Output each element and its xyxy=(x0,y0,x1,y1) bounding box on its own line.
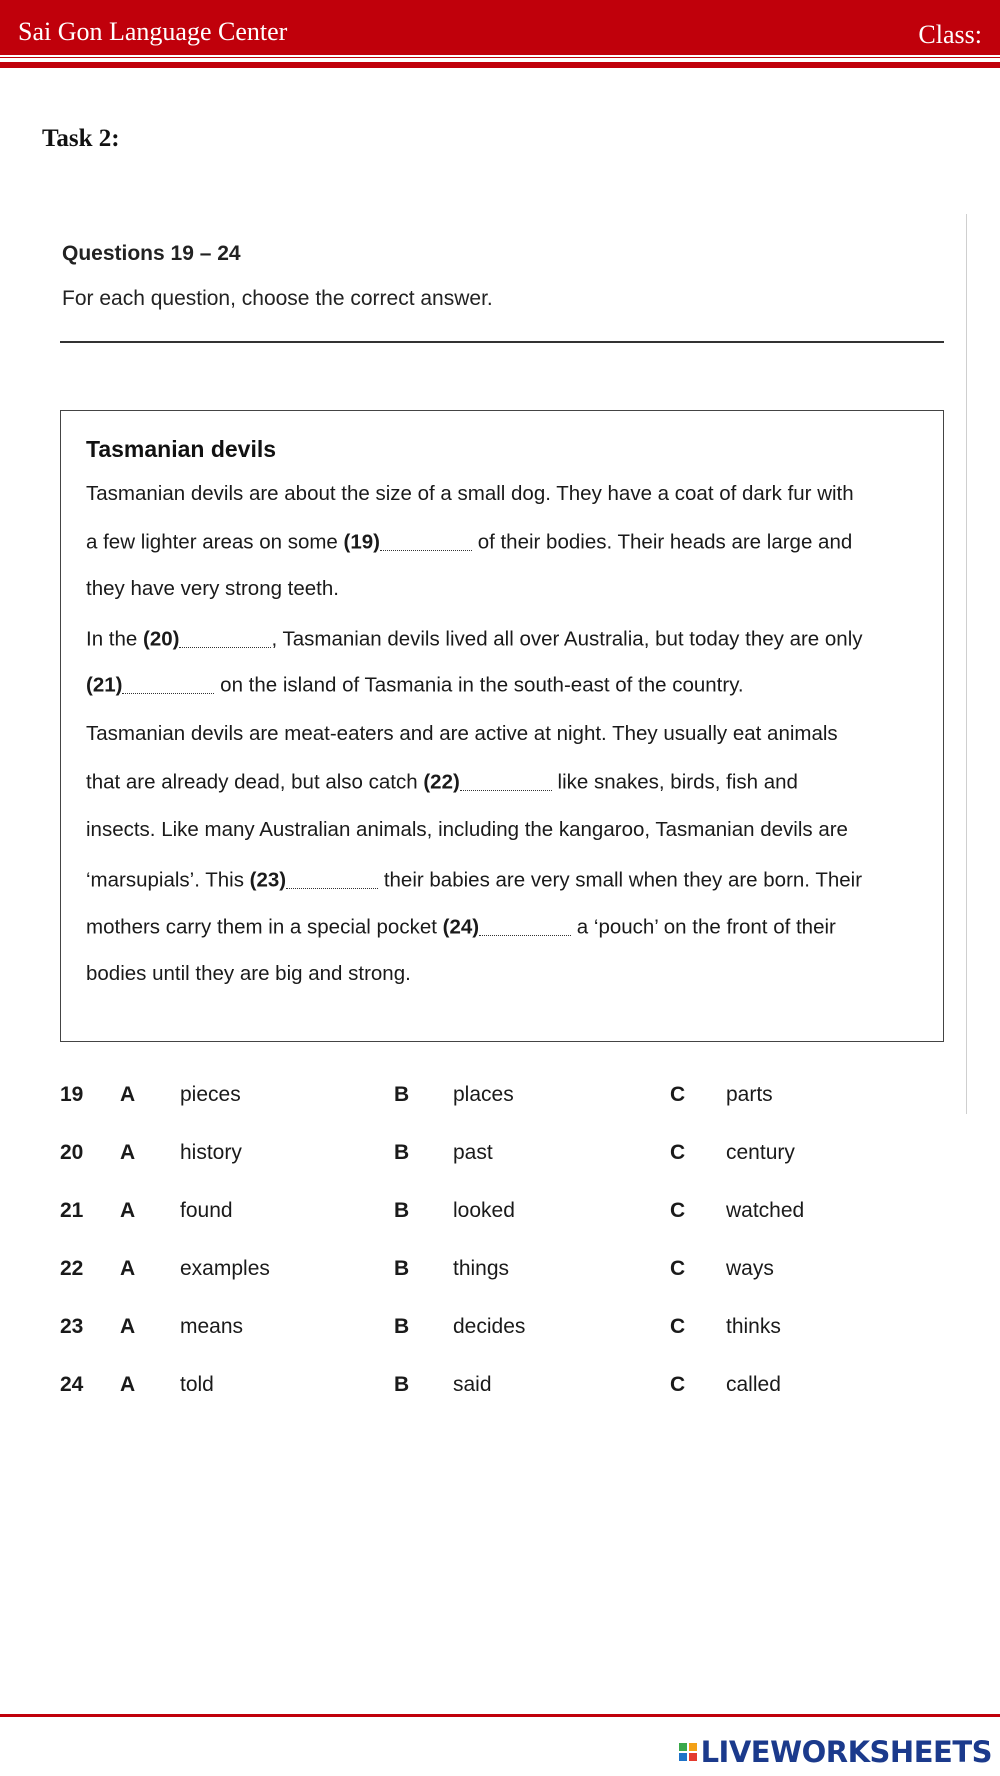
passage-line xyxy=(86,722,838,746)
passage-text-segment: Tasmanian devils are about the size of a small dog. They have a coat of dark fur with xyxy=(86,482,854,505)
option-letter-a: A xyxy=(120,1257,136,1280)
answer-row xyxy=(60,1141,940,1171)
option-b[interactable]: things xyxy=(453,1257,510,1280)
gap-number: (19) xyxy=(343,530,380,554)
passage-text-segment: mothers carry them in a special pocket xyxy=(86,915,443,939)
option-letter-a: A xyxy=(120,1141,136,1164)
option-a[interactable]: means xyxy=(180,1315,244,1338)
passage-text-segment: like snakes, birds, fish and xyxy=(551,770,798,794)
option-letter-a: A xyxy=(120,1083,136,1106)
option-b[interactable]: looked xyxy=(453,1199,515,1222)
section-divider xyxy=(60,341,944,343)
passage-text-segment: Tasmanian devils are meat-eaters and are active at night. They usually eat animals xyxy=(86,722,838,745)
answer-row xyxy=(60,1373,940,1403)
passage-line xyxy=(86,482,854,506)
question-number: 19 xyxy=(60,1083,84,1106)
option-a[interactable]: told xyxy=(180,1373,214,1396)
answer-row xyxy=(60,1257,940,1287)
center-name: Sai Gon Language Center xyxy=(18,17,288,46)
question-number: 24 xyxy=(60,1373,84,1396)
option-letter-b: B xyxy=(394,1373,410,1396)
passage-text-segment: of their bodies. Their heads are large and xyxy=(472,530,853,554)
option-b[interactable]: places xyxy=(453,1083,514,1106)
option-letter-c: C xyxy=(670,1083,686,1106)
passage-title: Tasmanian devils xyxy=(86,436,277,462)
option-a[interactable]: found xyxy=(180,1199,233,1222)
liveworksheets-logo-text: LIVEWORKSHEETS xyxy=(700,1735,992,1769)
answer-row xyxy=(60,1199,940,1229)
option-a[interactable]: examples xyxy=(180,1257,270,1280)
passage-line xyxy=(86,673,744,698)
option-b[interactable]: past xyxy=(453,1141,493,1164)
option-a[interactable]: history xyxy=(180,1141,242,1164)
option-c[interactable]: parts xyxy=(726,1083,773,1106)
option-c[interactable]: called xyxy=(726,1373,781,1396)
gap-number: (21) xyxy=(86,673,123,697)
gap-number: (22) xyxy=(423,770,460,794)
option-letter-c: C xyxy=(670,1257,686,1280)
passage-line xyxy=(86,770,798,795)
passage-text-segment: their babies are very small when they are born. Their xyxy=(378,868,863,892)
questions-heading: Questions 19 – 24 xyxy=(62,242,241,265)
scan-page-edge xyxy=(966,214,967,1114)
option-letter-a: A xyxy=(120,1373,136,1396)
passage-text-segment: bodies until they are big and strong. xyxy=(86,962,411,985)
passage-line xyxy=(86,868,862,893)
passage-line xyxy=(86,577,339,601)
option-letter-b: B xyxy=(394,1199,410,1222)
class-label: Class: xyxy=(918,20,982,49)
option-letter-b: B xyxy=(394,1315,410,1338)
passage-text-segment: a ‘pouch’ on the front of their xyxy=(571,915,836,939)
question-number: 20 xyxy=(60,1141,84,1164)
header-bar xyxy=(0,0,1000,58)
option-a[interactable]: pieces xyxy=(180,1083,241,1106)
gap-number: (20) xyxy=(143,627,180,651)
gap-number: (24) xyxy=(442,915,480,939)
passage-text-segment: that are already dead, but also catch xyxy=(86,770,424,794)
questions-instruction: For each question, choose the correct answer. xyxy=(62,287,493,310)
passage-text-segment: , Tasmanian devils lived all over Australia, but today they are only xyxy=(271,627,863,651)
gap-blank[interactable] xyxy=(286,868,378,889)
option-letter-b: B xyxy=(394,1141,410,1164)
option-c[interactable]: watched xyxy=(726,1199,805,1222)
task-title: Task 2: xyxy=(42,125,120,152)
header-underline xyxy=(0,62,1000,68)
passage-line xyxy=(86,962,411,986)
header-divider xyxy=(0,55,1000,57)
gap-blank[interactable] xyxy=(179,627,271,648)
option-letter-c: C xyxy=(670,1373,686,1396)
option-letter-a: A xyxy=(120,1199,136,1222)
passage-line xyxy=(86,915,836,940)
gap-blank[interactable] xyxy=(380,530,472,551)
question-number: 22 xyxy=(60,1257,84,1280)
option-letter-a: A xyxy=(120,1315,136,1338)
question-number: 21 xyxy=(60,1199,84,1222)
option-letter-b: B xyxy=(394,1083,410,1106)
passage-line xyxy=(86,530,852,555)
gap-blank[interactable] xyxy=(479,915,571,936)
option-c[interactable]: thinks xyxy=(726,1315,781,1338)
passage-text-segment: insects. Like many Australian animals, including the kangaroo, Tasmanian devils are xyxy=(86,818,848,841)
passage-line xyxy=(86,627,863,652)
passage-text-segment: they have very strong teeth. xyxy=(86,577,339,600)
option-b[interactable]: decides xyxy=(453,1315,526,1338)
passage-text-segment: In the xyxy=(86,627,143,651)
option-letter-c: C xyxy=(670,1315,686,1338)
liveworksheets-logo xyxy=(679,1736,992,1768)
question-number: 23 xyxy=(60,1315,84,1338)
option-letter-b: B xyxy=(394,1257,410,1280)
liveworksheets-logo-icon xyxy=(679,1743,697,1761)
option-c[interactable]: ways xyxy=(726,1257,774,1280)
passage-text-segment: a few lighter areas on some xyxy=(86,530,344,554)
option-c[interactable]: century xyxy=(726,1141,795,1164)
answer-row xyxy=(60,1083,940,1113)
option-letter-c: C xyxy=(670,1141,686,1164)
gap-number: (23) xyxy=(249,868,287,892)
gap-blank[interactable] xyxy=(122,673,214,694)
passage-text-segment: on the island of Tasmania in the south-east of the country. xyxy=(214,673,744,697)
footer-divider xyxy=(0,1714,1000,1717)
answer-row xyxy=(60,1315,940,1345)
option-b[interactable]: said xyxy=(453,1373,492,1396)
passage-text-segment: ‘marsupials’. This xyxy=(86,868,250,892)
passage-line xyxy=(86,818,848,842)
option-letter-c: C xyxy=(670,1199,686,1222)
gap-blank[interactable] xyxy=(460,770,552,791)
